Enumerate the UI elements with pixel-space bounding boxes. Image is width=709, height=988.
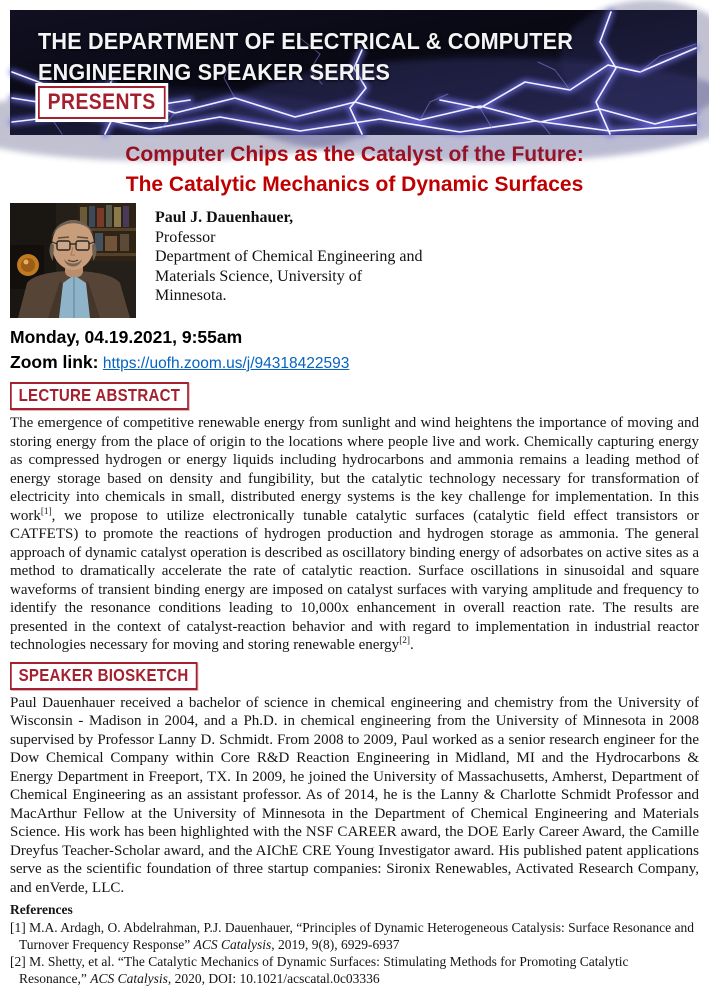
references-heading: References	[10, 902, 73, 917]
bio-heading-box	[10, 662, 197, 690]
speaker-role: Professor	[155, 228, 216, 246]
speaker-affiliation-line2: Materials Science, University of	[155, 267, 363, 285]
lecture-title-line2: The Catalytic Mechanics of Dynamic Surfaces	[125, 173, 584, 196]
abstract-heading-row	[10, 382, 699, 410]
journal-name: ACS Catalysis	[90, 971, 168, 987]
journal-name: ACS Catalysis	[193, 936, 272, 952]
speaker-name: Paul J. Dauenhauer,	[155, 209, 294, 226]
speaker-section	[10, 203, 699, 318]
event-datetime: Monday, 04.19.2021, 9:55am	[10, 327, 243, 347]
banner	[10, 10, 697, 135]
zoom-link-label: Zoom link:	[10, 352, 99, 372]
abstract-text: The emergence of competitive renewable energy from sunlight and wind heightens the importance of moving and storing energy from the place of origin to the locations where people live and work. Chemically capturing energy as compressed hydrogen or energy liquids including hydrocarbons and ammonia remains a leading method of energy storage based on density and fungibility, but the catalytic technology necessary for transformation of electricity into chemicals in small, distributed energy systems is the key challenge for implementation. In this work[1], we propose to utilize electronically tunable catalytic surfaces (catalytic field effect transistors or CATFETS) to promote the reactions of hydrogen production and hydrogen storage as ammonia. The general approach of dynamic catalyst operation is described as oscillatory binding energy of adsorbates on active sites as a method to dramatically accelerate the rate of catalytic reaction. Surface oscillations in sinusoidal and square waveforms of transient binding energy are imposed on catalyst surfaces with varying amplitude and frequency to identify the resonance conditions leading to 10,000x enhancement in overall reaction rate. The results are presented in the context of catalyst-reaction behavior and with regard to implementation in industrial reactor technologies necessary for moving and storing renewable energy[2].	[10, 415, 699, 653]
citation-sup-2: [2]	[399, 636, 411, 646]
abstract-heading-label: LECTURE ABSTRACT	[18, 385, 181, 405]
speaker-info	[155, 208, 422, 318]
bio-heading-row	[10, 662, 699, 690]
speaker-photo	[10, 203, 136, 318]
presents-label: PRESENTS	[47, 89, 156, 114]
speaker-affiliation-line3: Minnesota.	[155, 287, 227, 304]
references-section	[10, 902, 699, 988]
banner-title-line2: ENGINEERING SPEAKER SERIES	[38, 59, 391, 85]
lecture-title-line1: Computer Chips as the Catalyst of the Future:	[125, 143, 584, 166]
speaker-affiliation-line1: Department of Chemical Engineering and	[155, 248, 423, 265]
banner-title	[38, 26, 573, 88]
bio-text: Paul Dauenhauer received a bachelor of science in chemical engineering and chemistry from the University of Wisconsin - Madison in 2004, and a Ph.D. in chemical engineering from the University of Minnesota in 2008 supervised by Professor Lanny D. Schmidt. From 2008 to 2009, Paul worked as a senior research engineer for the Dow Chemical Company within Core R&D Reaction Engineering in Midland, MI and the Hydrocarbons & Energy Department in Freeport, TX. In 2009, he joined the University of Massachusetts, Amherst, Department of Chemical Engineering as an assistant professor. As of 2014, he is the Lanny & Charlotte Schmidt Professor and MacArthur Fellow at the University of Minnesota in the Department of Chemical Engineering and Materials Science. His work has been highlighted with the NSF CAREER award, the DOE Early Career Award, the Camille Dreyfus Teacher-Scholar award, and the AIChE CRE Young Investigator award. His published patent applications serve as the scientific foundation of three startup companies: Sironix Renewables, Activated Research Company, and enVerde, LLC.	[10, 694, 699, 896]
zoom-link[interactable]: https://uofh.zoom.us/j/94318422593	[102, 355, 350, 372]
banner-title-line1: THE DEPARTMENT OF ELECTRICAL & COMPUTER	[38, 28, 574, 54]
bio-heading-label: SPEAKER BIOSKETCH	[18, 664, 189, 685]
abstract-heading-box	[10, 382, 189, 410]
citation-sup-1: [1]	[40, 506, 52, 517]
zoom-link-row	[10, 351, 699, 375]
presents-badge	[38, 86, 165, 119]
reference-item-2: [2] M. Shetty, et al. “The Catalytic Mechanics of Dynamic Surfaces: Stimulating Methods for Promoting Catalytic Resonance,” ACS Catalysis, 2020, DOI: 10.1021/acscatal.0c03336	[10, 954, 629, 987]
reference-item-1: [1] M.A. Ardagh, O. Abdelrahman, P.J. Dauenhauer, “Principles of Dynamic Heterogeneous Catalysis: Surface Resonance and Turnover Frequency Response” ACS Catalysis, 2019, 9(8), 6929-6937	[10, 919, 695, 952]
